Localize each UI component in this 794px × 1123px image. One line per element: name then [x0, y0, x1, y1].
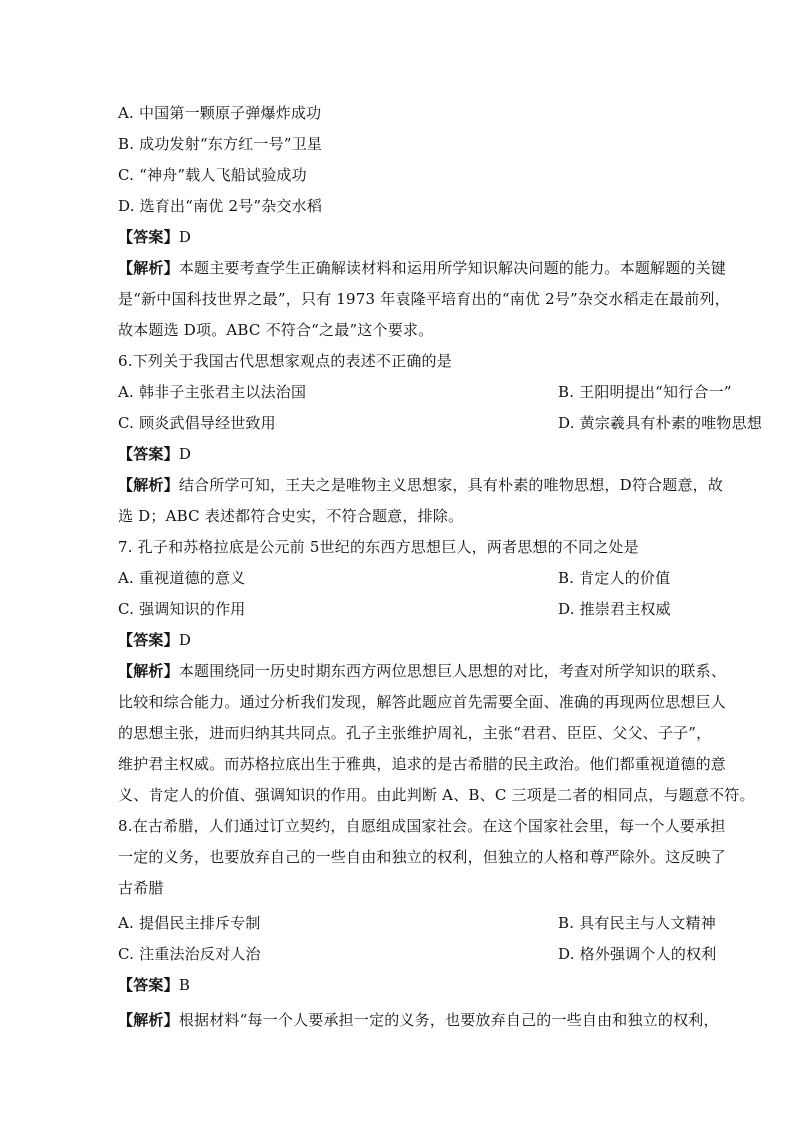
q7-options-row-1: [118, 568, 694, 588]
q6-option-b: B. 王阳明提出“知行合一”: [558, 383, 732, 401]
analysis-text: 根据材料“每一个人要承担一定的义务，也要放弃自己的一些自由和独立的权利，: [178, 1011, 719, 1029]
answer-label: 【答案】: [118, 228, 179, 246]
q7-analysis-line-1: [118, 661, 727, 681]
analysis-label: 【解析】: [118, 662, 179, 680]
analysis-label: 【解析】: [118, 1011, 179, 1029]
q7-analysis-line-5: 义、肯定人的价值、强调知识的作用。由此判断 A、B、C 三项是二者的相同点，与题意不符。: [118, 786, 755, 804]
q7-analysis-line-2: 比较和综合能力。通过分析我们发现，解答此题应首先需要全面、准确的再现两位思想巨人: [118, 693, 727, 711]
q7-options-row-2: [118, 599, 694, 619]
answer-value: B: [178, 976, 191, 994]
q8-option-b: B. 具有民主与人文精神: [558, 914, 716, 932]
analysis-label: 【解析】: [118, 476, 179, 494]
q5-option-d: D. 选育出“南优 2号”杂交水稻: [118, 197, 323, 215]
q6-option-a: A. 韩非子主张君主以法治国: [118, 383, 307, 401]
q5-option-c: C. “神舟”载人飞船试验成功: [118, 166, 307, 184]
q7-option-a: A. 重视道德的意义: [118, 569, 246, 587]
q8-options-row-1: [118, 913, 716, 933]
analysis-text: 本题主要考查学生正确解读材料和运用所学知识解决问题的能力。本题解题的关键: [178, 259, 727, 277]
q5-analysis-line-3: 故本题选 D项。ABC 不符合“之最”这个要求。: [118, 321, 434, 339]
q6-analysis-line-2: 选 D；ABC 表述都符合史实，不符合题意，排除。: [118, 507, 464, 525]
q6-options-row-1: [118, 382, 732, 402]
q6-option-d: D. 黄宗羲具有朴素的唯物思想: [558, 414, 763, 432]
q6-stem: 6.下列关于我国古代思想家观点的表述不正确的是: [118, 352, 452, 370]
q6-answer: [118, 444, 694, 464]
q7-option-b: B. 肯定人的价值: [558, 569, 671, 587]
q5-option-a: A. 中国第一颗原子弹爆炸成功: [118, 104, 322, 122]
q8-option-c: C. 注重法治反对人治: [118, 945, 261, 963]
q7-analysis-line-3: 的思想主张，进而归纳其共同点。孔子主张维护周礼，主张“君君、臣臣、父父、子子”，: [118, 724, 712, 742]
q5-analysis-line-1: [118, 258, 727, 278]
q5-option-b: B. 成功发射“东方红一号”卫星: [118, 135, 323, 153]
q8-stem-line-3: 古希腊: [118, 879, 164, 897]
q7-option-d: D. 推崇君主权威: [558, 600, 671, 618]
q8-analysis-line-1: [118, 1010, 719, 1030]
analysis-text: 结合所学可知，王夫之是唯物主义思想家，具有朴素的唯物思想，D符合题意，故: [178, 476, 724, 494]
q7-answer: [118, 630, 694, 650]
answer-label: 【答案】: [118, 976, 179, 994]
q6-analysis-line-1: [118, 475, 724, 495]
q7-analysis-line-4: 维护君主权威。而苏格拉底出生于雅典，追求的是古希腊的民主政治。他们都重视道德的意: [118, 755, 727, 773]
answer-value: D: [178, 228, 192, 246]
q5-answer: [118, 227, 694, 247]
q8-option-a: A. 提倡民主排斥专制: [118, 914, 261, 932]
q8-stem-line-2: 一定的义务，也要放弃自己的一些自由和独立的权利，但独立的人格和尊严除外。这反映了: [118, 848, 727, 866]
q6-options-row-2: [118, 413, 763, 433]
q7-stem: 7. 孔子和苏格拉底是公元前 5世纪的东西方思想巨人，两者思想的不同之处是: [118, 538, 639, 556]
answer-value: D: [178, 631, 192, 649]
q7-option-c: C. 强调知识的作用: [118, 600, 246, 618]
analysis-label: 【解析】: [118, 259, 179, 277]
analysis-text: 本题围绕同一历史时期东西方两位思想巨人思想的对比，考查对所学知识的联系、: [178, 662, 727, 680]
q8-options-row-2: [118, 944, 717, 964]
answer-label: 【答案】: [118, 631, 179, 649]
answer-label: 【答案】: [118, 445, 179, 463]
q8-option-d: D. 格外强调个人的权利: [558, 945, 717, 963]
q5-analysis-line-2: 是“新中国科技世界之最”，只有 1973 年袁隆平培育出的“南优 2号”杂交水稻走在最前列，: [118, 290, 730, 308]
answer-value: D: [178, 445, 192, 463]
q8-answer: [118, 975, 694, 995]
q6-option-c: C. 顾炎武倡导经世致用: [118, 414, 276, 432]
q8-stem-line-1: 8.在古希腊，人们通过订立契约，自愿组成国家社会。在这个国家社会里，每一个人要承担: [118, 817, 726, 835]
